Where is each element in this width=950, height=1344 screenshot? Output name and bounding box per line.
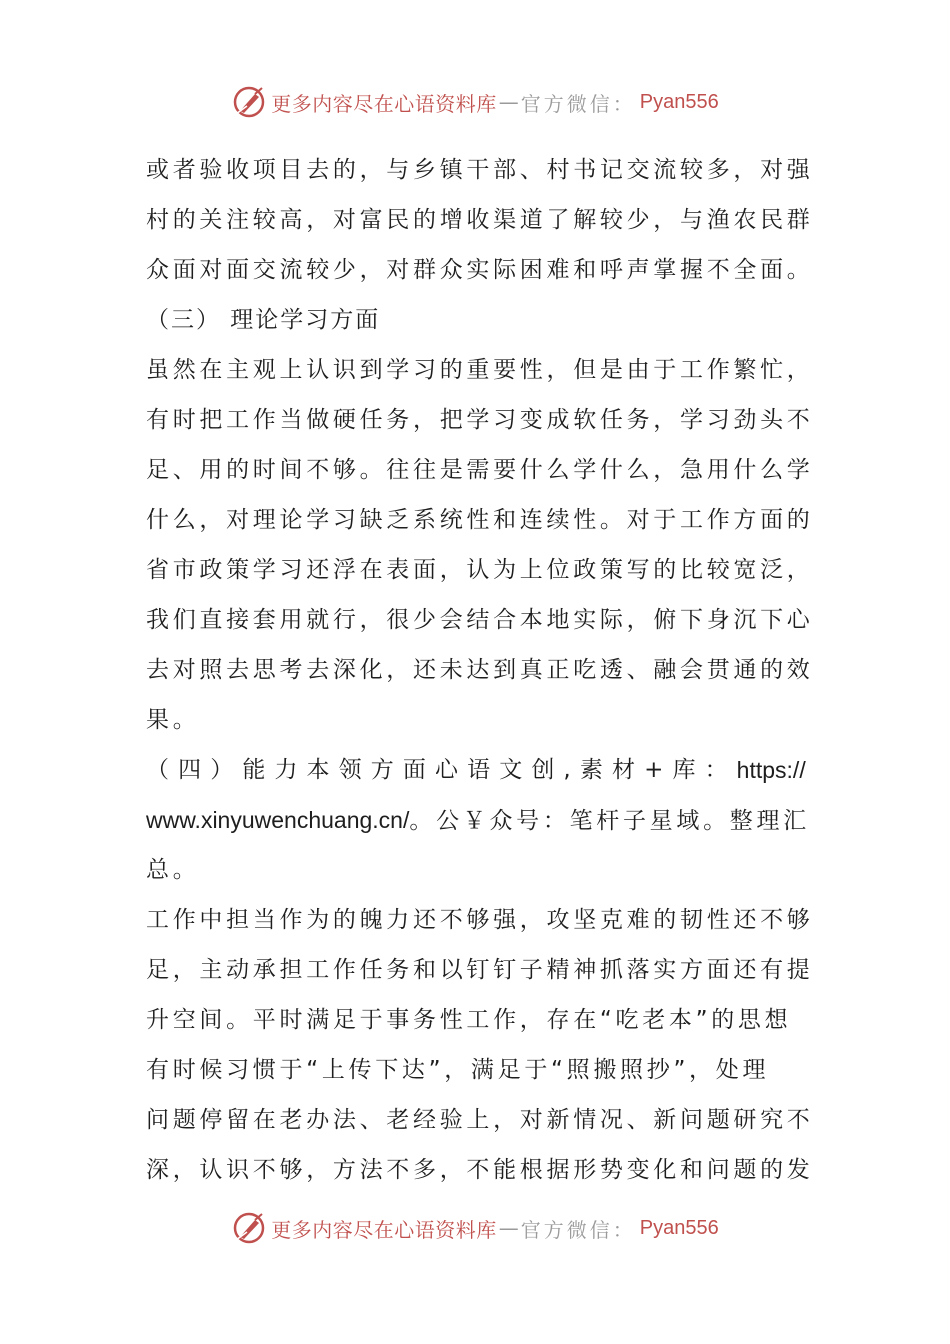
body-line: 升空间。平时满足于事务性工作，存在“吃老本”的思想 xyxy=(146,1007,792,1033)
website-link[interactable]: https:// xyxy=(736,757,806,783)
body-line: 省市政策学习还浮在表面，认为上位政策写的比较宽泛， xyxy=(146,557,814,583)
banner-wechat-id: Pyan556 xyxy=(639,90,719,113)
body-line: 什么，对理论学习缺乏系统性和连续性。对于工作方面的 xyxy=(146,507,814,533)
banner-wechat-id: Pyan556 xyxy=(639,1216,719,1239)
body-line: 足，主动承担工作任务和以钉钉子精神抓落实方面还有提 xyxy=(146,957,814,983)
quill-pen-logo-icon xyxy=(231,84,267,120)
body-line: 工作中担当作为的魄力还不够强，攻坚克难的韧性还不够 xyxy=(146,907,814,933)
document-body xyxy=(146,145,814,1195)
heading4-char: ） xyxy=(210,757,234,783)
banner-dash: — xyxy=(498,90,519,114)
banner-dash: — xyxy=(498,1216,519,1240)
heading4-char: 语 xyxy=(467,757,491,783)
heading4-char: 面 xyxy=(402,757,426,783)
heading4-char: 领 xyxy=(338,757,362,783)
quill-pen-logo-icon xyxy=(231,1210,267,1246)
heading4-char: 能 xyxy=(242,757,266,783)
heading4-char: 四 xyxy=(178,757,202,783)
heading4-rest: 。公￥众号：笔杆子星域。整理汇 xyxy=(409,808,810,834)
section-heading-3: （三） 理论学习方面 xyxy=(146,307,381,333)
body-line: 村的关注较高，对富民的增收渠道了解较少，与渔农民群 xyxy=(146,207,814,233)
website-link-tail[interactable]: www.xinyuwenchuang.cn/ xyxy=(146,807,410,833)
body-line: 去对照去思考去深化，还未达到真正吃透、融会贯通的效 xyxy=(146,657,814,683)
body-line: 众面对面交流较少，对群众实际困难和呼声掌握不全面。 xyxy=(146,257,814,283)
banner-brand-text: 更多内容尽在心语资料库 xyxy=(271,91,497,116)
banner-official-label: 官方微信： xyxy=(520,1217,636,1242)
section-heading-4 xyxy=(146,745,806,795)
heading4-char: 文 xyxy=(499,757,523,783)
body-line: 有时把工作当做硬任务，把学习变成软任务，学习劲头不 xyxy=(146,407,814,433)
header-watermark-banner xyxy=(0,82,950,122)
heading4-char: 本 xyxy=(306,757,330,783)
heading4-char: 材 xyxy=(611,757,635,783)
heading4-continued xyxy=(146,795,810,845)
body-line: 或者验收项目去的，与乡镇干部、村书记交流较多，对强 xyxy=(146,157,814,183)
heading4-char: , xyxy=(563,757,571,783)
heading4-char: （ xyxy=(146,757,169,783)
heading4-char: ： xyxy=(704,757,728,783)
heading4-char: 心 xyxy=(434,757,458,783)
heading4-char: 素 xyxy=(579,757,603,783)
body-line: 果。 xyxy=(146,707,200,733)
heading4-char: 库 xyxy=(672,757,696,783)
banner-brand-text: 更多内容尽在心语资料库 xyxy=(271,1217,497,1242)
body-line: 足、用的时间不够。往往是需要什么学什么，急用什么学 xyxy=(146,457,814,483)
heading4-char: 力 xyxy=(274,757,298,783)
body-line: 深，认识不够，方法不多，不能根据形势变化和问题的发 xyxy=(146,1157,814,1183)
body-line: 我们直接套用就行，很少会结合本地实际，俯下身沉下心 xyxy=(146,607,814,633)
heading4-end: 总。 xyxy=(146,857,200,883)
banner-official-label: 官方微信： xyxy=(520,91,636,116)
heading4-char: 创 xyxy=(531,757,555,783)
heading4-char: + xyxy=(644,757,664,783)
body-line: 有时候习惯于“上传下达”，满足于“照搬照抄”，处理 xyxy=(146,1057,770,1083)
heading4-char: 方 xyxy=(370,757,394,783)
body-line: 问题停留在老办法、老经验上，对新情况、新问题研究不 xyxy=(146,1107,814,1133)
footer-watermark-banner xyxy=(0,1208,950,1248)
body-line: 虽然在主观上认识到学习的重要性，但是由于工作繁忙， xyxy=(146,357,814,383)
